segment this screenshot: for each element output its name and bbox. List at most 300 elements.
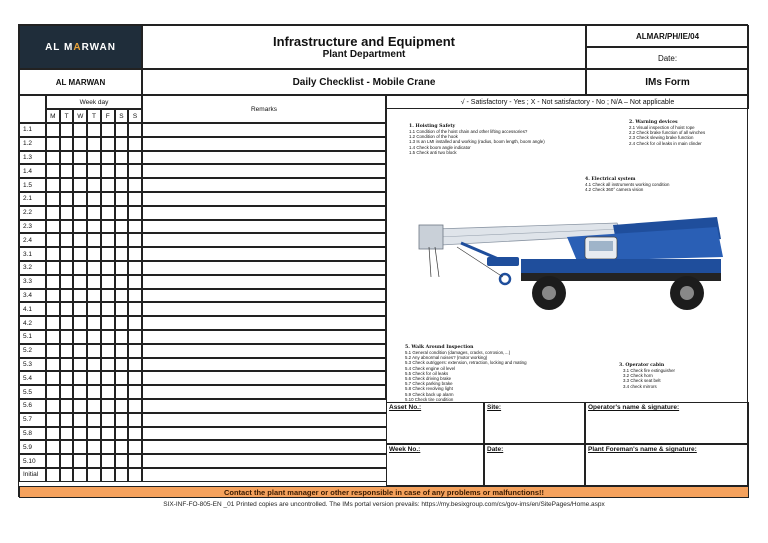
asset-no-field[interactable]: Asset No.: bbox=[386, 402, 484, 444]
day-check-cell[interactable] bbox=[101, 261, 115, 275]
day-check-cell[interactable] bbox=[60, 427, 74, 441]
day-check-cell[interactable] bbox=[87, 123, 101, 137]
contact-banner: Contact the plant manager or other responsible in case of any problems or malfunctions!! bbox=[19, 486, 749, 498]
day-check-cell[interactable] bbox=[46, 413, 60, 427]
day-check-cell[interactable] bbox=[60, 413, 74, 427]
remarks-cell[interactable] bbox=[142, 206, 386, 220]
day-check-cell[interactable] bbox=[73, 192, 87, 206]
day-check-cell[interactable] bbox=[101, 454, 115, 468]
grid-corner-cell bbox=[19, 95, 46, 123]
day-check-cell[interactable] bbox=[115, 454, 129, 468]
day-check-cell[interactable] bbox=[73, 178, 87, 192]
day-check-cell[interactable] bbox=[46, 275, 60, 289]
day-check-cell[interactable] bbox=[101, 371, 115, 385]
day-check-cell[interactable] bbox=[46, 123, 60, 137]
remarks-cell[interactable] bbox=[142, 247, 386, 261]
day-check-cell[interactable] bbox=[60, 316, 74, 330]
row-label: 1.3 bbox=[19, 151, 46, 165]
mobile-crane-image bbox=[417, 217, 727, 317]
day-check-cell[interactable] bbox=[101, 399, 115, 413]
site-field[interactable]: Site: bbox=[484, 402, 585, 444]
section-item: 4.1 Check all instruments working condition bbox=[585, 182, 670, 187]
day-check-cell[interactable] bbox=[73, 358, 87, 372]
day-check-cell[interactable] bbox=[128, 247, 142, 261]
row-label: 3.3 bbox=[19, 275, 46, 289]
day-check-cell[interactable] bbox=[73, 413, 87, 427]
remarks-cell[interactable] bbox=[142, 220, 386, 234]
day-check-cell[interactable] bbox=[128, 440, 142, 454]
day-check-cell[interactable] bbox=[128, 330, 142, 344]
day-check-cell[interactable] bbox=[46, 330, 60, 344]
day-check-cell[interactable] bbox=[87, 385, 101, 399]
logo-text-left: AL M bbox=[45, 41, 74, 53]
day-check-cell[interactable] bbox=[87, 220, 101, 234]
row-label: 1.4 bbox=[19, 164, 46, 178]
remarks-cell[interactable] bbox=[142, 164, 386, 178]
section-item: 5.2 Any abnormal noises? (motor working) bbox=[405, 355, 488, 361]
section-item: 2.4 Check for oil leaks in main clinder bbox=[629, 140, 702, 146]
section-item: 4.2 Check 360° camera vision bbox=[585, 187, 644, 193]
section-item: 5.5 Check for oil leaks bbox=[405, 370, 449, 376]
footer-note: SIX-INF-FO-805-EN _01 Printed copies are uncontrolled. The IMs portal version prevails: https://my.besixgroup.com/cs/gov-ims/en/SitePages/Home.aspx bbox=[163, 500, 605, 508]
day-check-cell[interactable] bbox=[60, 344, 74, 358]
section-title: 5. Walk Around Inspection bbox=[405, 345, 474, 350]
row-label: 4.2 bbox=[19, 316, 46, 330]
remarks-cell[interactable] bbox=[142, 289, 386, 303]
day-check-cell[interactable] bbox=[115, 468, 129, 482]
section-item: 3.4 check mirrors bbox=[623, 383, 657, 389]
day-check-cell[interactable] bbox=[87, 233, 101, 247]
row-label: 1.1 bbox=[19, 123, 46, 137]
day-check-cell[interactable] bbox=[128, 164, 142, 178]
day-check-cell[interactable] bbox=[46, 261, 60, 275]
day-check-cell[interactable] bbox=[101, 385, 115, 399]
day-check-cell[interactable] bbox=[46, 247, 60, 261]
day-check-cell[interactable] bbox=[60, 192, 74, 206]
day-check-cell[interactable] bbox=[115, 261, 129, 275]
day-check-cell[interactable] bbox=[87, 358, 101, 372]
section-walk-around bbox=[405, 345, 595, 402]
row-label: 3.4 bbox=[19, 289, 46, 303]
remarks-cell[interactable] bbox=[142, 233, 386, 247]
day-check-cell[interactable] bbox=[115, 192, 129, 206]
day-check-cell[interactable] bbox=[60, 123, 74, 137]
remarks-cell[interactable] bbox=[142, 261, 386, 275]
day-check-cell[interactable] bbox=[128, 468, 142, 482]
day-check-cell[interactable] bbox=[87, 427, 101, 441]
day-check-cell[interactable] bbox=[46, 468, 60, 482]
day-check-cell[interactable] bbox=[87, 137, 101, 151]
day-check-cell[interactable] bbox=[101, 247, 115, 261]
day-check-cell[interactable] bbox=[115, 289, 129, 303]
day-check-cell[interactable] bbox=[46, 371, 60, 385]
row-label: 2.4 bbox=[19, 233, 46, 247]
day-header: M bbox=[46, 109, 60, 123]
day-check-cell[interactable] bbox=[128, 123, 142, 137]
day-check-cell[interactable] bbox=[128, 316, 142, 330]
day-check-cell[interactable] bbox=[46, 358, 60, 372]
day-check-cell[interactable] bbox=[60, 220, 74, 234]
day-check-cell[interactable] bbox=[73, 330, 87, 344]
row-label: 3.2 bbox=[19, 261, 46, 275]
day-check-cell[interactable] bbox=[60, 275, 74, 289]
day-check-cell[interactable] bbox=[46, 233, 60, 247]
row-label: 5.2 bbox=[19, 344, 46, 358]
day-check-cell[interactable] bbox=[101, 440, 115, 454]
row-label: 5.9 bbox=[19, 440, 46, 454]
day-check-cell[interactable] bbox=[60, 289, 74, 303]
day-check-cell[interactable] bbox=[46, 316, 60, 330]
company-name: AL MARWAN bbox=[19, 69, 142, 95]
day-check-cell[interactable] bbox=[73, 164, 87, 178]
day-check-cell[interactable] bbox=[87, 151, 101, 165]
day-check-cell[interactable] bbox=[115, 316, 129, 330]
day-check-cell[interactable] bbox=[73, 247, 87, 261]
row-label: 2.3 bbox=[19, 220, 46, 234]
day-header: W bbox=[73, 109, 87, 123]
remarks-cell[interactable] bbox=[142, 371, 386, 385]
checklist-title: Daily Checklist - Mobile Crane bbox=[142, 69, 586, 95]
day-check-cell[interactable] bbox=[73, 468, 87, 482]
day-check-cell[interactable] bbox=[128, 233, 142, 247]
section-item: 5.6 Check driving brake bbox=[405, 376, 452, 382]
day-check-cell[interactable] bbox=[73, 344, 87, 358]
logo-mark: A bbox=[73, 41, 82, 53]
row-label: 5.4 bbox=[19, 371, 46, 385]
logo-text-right: RWAN bbox=[81, 41, 116, 53]
day-check-cell[interactable] bbox=[101, 413, 115, 427]
day-check-cell[interactable] bbox=[101, 468, 115, 482]
day-check-cell[interactable] bbox=[87, 468, 101, 482]
day-check-cell[interactable] bbox=[101, 151, 115, 165]
day-check-cell[interactable] bbox=[46, 440, 60, 454]
day-check-cell[interactable] bbox=[87, 192, 101, 206]
day-check-cell[interactable] bbox=[73, 220, 87, 234]
illustration-area bbox=[386, 109, 749, 402]
day-check-cell[interactable] bbox=[115, 164, 129, 178]
day-check-cell[interactable] bbox=[60, 137, 74, 151]
day-check-cell[interactable] bbox=[60, 178, 74, 192]
day-check-cell[interactable] bbox=[115, 220, 129, 234]
day-check-cell[interactable] bbox=[128, 358, 142, 372]
day-check-cell[interactable] bbox=[101, 302, 115, 316]
day-check-cell[interactable] bbox=[46, 427, 60, 441]
day-check-cell[interactable] bbox=[87, 206, 101, 220]
remarks-cell[interactable] bbox=[142, 123, 386, 137]
day-check-cell[interactable] bbox=[87, 399, 101, 413]
day-check-cell[interactable] bbox=[101, 427, 115, 441]
day-check-cell[interactable] bbox=[87, 247, 101, 261]
day-check-cell[interactable] bbox=[46, 344, 60, 358]
day-check-cell[interactable] bbox=[128, 178, 142, 192]
day-check-cell[interactable] bbox=[60, 206, 74, 220]
remarks-cell[interactable] bbox=[142, 178, 386, 192]
day-check-cell[interactable] bbox=[128, 371, 142, 385]
day-check-cell[interactable] bbox=[128, 275, 142, 289]
day-check-cell[interactable] bbox=[101, 275, 115, 289]
day-check-cell[interactable] bbox=[60, 261, 74, 275]
section-title: 1. Hoisting Safety bbox=[409, 124, 456, 129]
day-check-cell[interactable] bbox=[60, 247, 74, 261]
day-check-cell[interactable] bbox=[87, 440, 101, 454]
day-check-cell[interactable] bbox=[60, 358, 74, 372]
day-check-cell[interactable] bbox=[60, 440, 74, 454]
row-label: 3.1 bbox=[19, 247, 46, 261]
day-check-cell[interactable] bbox=[101, 123, 115, 137]
section-item: 3.3 Check seat belt bbox=[623, 378, 661, 384]
remarks-cell[interactable] bbox=[142, 454, 386, 468]
day-check-cell[interactable] bbox=[101, 220, 115, 234]
legend-text: √ - Satisfactory - Yes ; X - Not satisfactory - No ; N/A – Not applicable bbox=[386, 95, 749, 109]
section-item: 1.4 Check boom angle indicator bbox=[409, 144, 471, 150]
day-check-cell[interactable] bbox=[73, 233, 87, 247]
day-check-cell[interactable] bbox=[101, 289, 115, 303]
day-check-cell[interactable] bbox=[87, 371, 101, 385]
header-title-box bbox=[142, 25, 586, 69]
section-item: 1.2 Condition of the hook bbox=[409, 134, 458, 140]
day-check-cell[interactable] bbox=[73, 302, 87, 316]
day-check-cell[interactable] bbox=[60, 164, 74, 178]
remarks-cell[interactable] bbox=[142, 302, 386, 316]
section-item: 5.1 General condition (damages, cracks, corrosion,…) bbox=[405, 350, 511, 355]
day-check-cell[interactable] bbox=[128, 137, 142, 151]
day-check-cell[interactable] bbox=[87, 289, 101, 303]
day-check-cell[interactable] bbox=[60, 371, 74, 385]
remarks-cell[interactable] bbox=[142, 468, 386, 482]
remarks-label: Remarks bbox=[142, 95, 386, 123]
day-check-cell[interactable] bbox=[115, 233, 129, 247]
section-item: 3.1 Check fire extinguisher bbox=[623, 368, 675, 373]
row-label: 5.5 bbox=[19, 385, 46, 399]
row-label: 4.1 bbox=[19, 302, 46, 316]
day-check-cell[interactable] bbox=[73, 427, 87, 441]
remarks-cell[interactable] bbox=[142, 440, 386, 454]
day-check-cell[interactable] bbox=[115, 399, 129, 413]
section-title: 4. Electrical system bbox=[585, 177, 636, 182]
day-header: S bbox=[115, 109, 129, 123]
day-check-cell[interactable] bbox=[60, 233, 74, 247]
row-label: 2.2 bbox=[19, 206, 46, 220]
day-check-cell[interactable] bbox=[128, 413, 142, 427]
doc-code: ALMAR/PH/IE/04 bbox=[586, 25, 749, 47]
remarks-cell[interactable] bbox=[142, 275, 386, 289]
company-logo bbox=[19, 25, 142, 69]
day-check-cell[interactable] bbox=[115, 385, 129, 399]
day-check-cell[interactable] bbox=[115, 247, 129, 261]
checklist-sheet bbox=[18, 24, 748, 497]
day-check-cell[interactable] bbox=[73, 123, 87, 137]
day-check-cell[interactable] bbox=[87, 330, 101, 344]
remarks-cell[interactable] bbox=[142, 399, 386, 413]
day-check-cell[interactable] bbox=[60, 302, 74, 316]
section-item: 5.10 Check tire condition bbox=[405, 396, 454, 402]
day-check-cell[interactable] bbox=[101, 233, 115, 247]
day-check-cell[interactable] bbox=[73, 275, 87, 289]
date-label: Date: bbox=[586, 47, 749, 69]
section-item: 1.1 Condition of the hoist chain and other lifting accessories? bbox=[409, 129, 528, 134]
day-check-cell[interactable] bbox=[60, 399, 74, 413]
day-check-cell[interactable] bbox=[101, 137, 115, 151]
day-check-cell[interactable] bbox=[73, 261, 87, 275]
day-check-cell[interactable] bbox=[115, 123, 129, 137]
day-check-cell[interactable] bbox=[87, 164, 101, 178]
row-label: 5.6 bbox=[19, 399, 46, 413]
day-check-cell[interactable] bbox=[101, 206, 115, 220]
day-check-cell[interactable] bbox=[87, 275, 101, 289]
day-check-cell[interactable] bbox=[101, 330, 115, 344]
day-check-cell[interactable] bbox=[46, 385, 60, 399]
remarks-cell[interactable] bbox=[142, 358, 386, 372]
day-header: T bbox=[87, 109, 101, 123]
day-check-cell[interactable] bbox=[128, 220, 142, 234]
day-check-cell[interactable] bbox=[128, 385, 142, 399]
page-title: Infrastructure and Equipment bbox=[272, 34, 456, 49]
day-check-cell[interactable] bbox=[115, 206, 129, 220]
day-check-cell[interactable] bbox=[128, 289, 142, 303]
day-check-cell[interactable] bbox=[115, 330, 129, 344]
day-check-cell[interactable] bbox=[46, 399, 60, 413]
day-check-cell[interactable] bbox=[115, 302, 129, 316]
section-operator-cabin bbox=[619, 363, 744, 389]
day-check-cell[interactable] bbox=[101, 344, 115, 358]
day-check-cell[interactable] bbox=[115, 413, 129, 427]
day-check-cell[interactable] bbox=[128, 454, 142, 468]
day-check-cell[interactable] bbox=[87, 454, 101, 468]
foreman-signature-field[interactable]: Plant Foreman's name & signature: bbox=[585, 444, 749, 486]
section-hoisting-safety bbox=[409, 124, 599, 155]
section-item: 5.7 Check parking brake bbox=[405, 381, 453, 387]
day-check-cell[interactable] bbox=[46, 220, 60, 234]
day-check-cell[interactable] bbox=[60, 151, 74, 165]
day-check-cell[interactable] bbox=[73, 316, 87, 330]
day-check-cell[interactable] bbox=[128, 206, 142, 220]
section-item: 1.3 Is an LMI installed and working (radius, boom length, boom angle) bbox=[409, 139, 545, 145]
day-check-cell[interactable] bbox=[73, 289, 87, 303]
section-item: 2.2 Check brake function of all winches bbox=[629, 130, 706, 136]
day-check-cell[interactable] bbox=[101, 192, 115, 206]
row-label: 1.2 bbox=[19, 137, 46, 151]
section-title: 3. Operator cabin bbox=[619, 363, 665, 368]
remarks-cell[interactable] bbox=[142, 330, 386, 344]
day-check-cell[interactable] bbox=[115, 178, 129, 192]
week-day-label: Week day bbox=[46, 95, 142, 109]
day-check-cell[interactable] bbox=[73, 151, 87, 165]
day-check-cell[interactable] bbox=[128, 192, 142, 206]
row-label: 5.8 bbox=[19, 427, 46, 441]
section-item: 5.9 Check back up alarm bbox=[405, 391, 454, 397]
row-label: 1.5 bbox=[19, 178, 46, 192]
day-check-cell[interactable] bbox=[73, 385, 87, 399]
day-check-cell[interactable] bbox=[73, 371, 87, 385]
day-check-cell[interactable] bbox=[46, 206, 60, 220]
day-check-cell[interactable] bbox=[101, 178, 115, 192]
day-check-cell[interactable] bbox=[128, 399, 142, 413]
day-check-cell[interactable] bbox=[101, 358, 115, 372]
day-check-cell[interactable] bbox=[73, 399, 87, 413]
day-check-cell[interactable] bbox=[87, 261, 101, 275]
row-label: 5.10 bbox=[19, 454, 46, 468]
day-check-cell[interactable] bbox=[46, 302, 60, 316]
remarks-cell[interactable] bbox=[142, 137, 386, 151]
remarks-cell[interactable] bbox=[142, 413, 386, 427]
operator-signature-field[interactable]: Operator's name & signature: bbox=[585, 402, 749, 444]
section-title: 2. Warning devices bbox=[629, 120, 678, 125]
day-header: F bbox=[101, 109, 115, 123]
day-check-cell[interactable] bbox=[46, 178, 60, 192]
section-item: 5.8 Check revolving light bbox=[405, 386, 453, 392]
day-check-cell[interactable] bbox=[87, 316, 101, 330]
day-check-cell[interactable] bbox=[46, 192, 60, 206]
remarks-cell[interactable] bbox=[142, 385, 386, 399]
remarks-cell[interactable] bbox=[142, 316, 386, 330]
remarks-cell[interactable] bbox=[142, 344, 386, 358]
week-no-field[interactable]: Week No.: bbox=[386, 444, 484, 486]
day-check-cell[interactable] bbox=[46, 164, 60, 178]
day-check-cell[interactable] bbox=[87, 413, 101, 427]
day-check-cell[interactable] bbox=[115, 427, 129, 441]
day-check-cell[interactable] bbox=[87, 178, 101, 192]
remarks-cell[interactable] bbox=[142, 192, 386, 206]
day-check-cell[interactable] bbox=[115, 440, 129, 454]
day-check-cell[interactable] bbox=[128, 151, 142, 165]
section-item: 5.4 Check engine oil level bbox=[405, 365, 456, 371]
day-check-cell[interactable] bbox=[60, 330, 74, 344]
day-check-cell[interactable] bbox=[87, 344, 101, 358]
section-item: 2.3 Check slewing brake function bbox=[629, 135, 694, 141]
day-check-cell[interactable] bbox=[128, 302, 142, 316]
day-check-cell[interactable] bbox=[101, 164, 115, 178]
day-check-cell[interactable] bbox=[101, 316, 115, 330]
day-check-cell[interactable] bbox=[115, 344, 129, 358]
day-check-cell[interactable] bbox=[115, 137, 129, 151]
day-check-cell[interactable] bbox=[73, 137, 87, 151]
day-check-cell[interactable] bbox=[128, 344, 142, 358]
day-check-cell[interactable] bbox=[46, 289, 60, 303]
day-check-cell[interactable] bbox=[73, 454, 87, 468]
row-label: Initial bbox=[19, 468, 46, 482]
day-check-cell[interactable] bbox=[115, 358, 129, 372]
date-field[interactable]: Date: bbox=[484, 444, 585, 486]
page-subtitle: Plant Department bbox=[322, 49, 406, 60]
row-label: 5.3 bbox=[19, 358, 46, 372]
day-check-cell[interactable] bbox=[115, 275, 129, 289]
form-name: IMs Form bbox=[586, 69, 749, 95]
day-check-cell[interactable] bbox=[73, 440, 87, 454]
day-check-cell[interactable] bbox=[46, 137, 60, 151]
section-warning-devices bbox=[629, 120, 747, 146]
section-item: 3.2 Check horn bbox=[623, 373, 653, 379]
day-header: S bbox=[128, 109, 142, 123]
day-check-cell[interactable] bbox=[60, 454, 74, 468]
remarks-cell[interactable] bbox=[142, 427, 386, 441]
day-check-cell[interactable] bbox=[60, 385, 74, 399]
row-label: 2.1 bbox=[19, 192, 46, 206]
remarks-cell[interactable] bbox=[142, 151, 386, 165]
day-check-cell[interactable] bbox=[73, 206, 87, 220]
day-check-cell[interactable] bbox=[128, 427, 142, 441]
day-header: T bbox=[60, 109, 74, 123]
row-label: 5.1 bbox=[19, 330, 46, 344]
day-check-cell[interactable] bbox=[115, 371, 129, 385]
day-check-cell[interactable] bbox=[128, 261, 142, 275]
section-item: 2.1 Visual inspection of hoist rope bbox=[629, 125, 695, 130]
day-check-cell[interactable] bbox=[87, 302, 101, 316]
day-check-cell[interactable] bbox=[115, 151, 129, 165]
day-check-cell[interactable] bbox=[46, 151, 60, 165]
day-check-cell[interactable] bbox=[46, 454, 60, 468]
day-check-cell[interactable] bbox=[60, 468, 74, 482]
row-label: 5.7 bbox=[19, 413, 46, 427]
